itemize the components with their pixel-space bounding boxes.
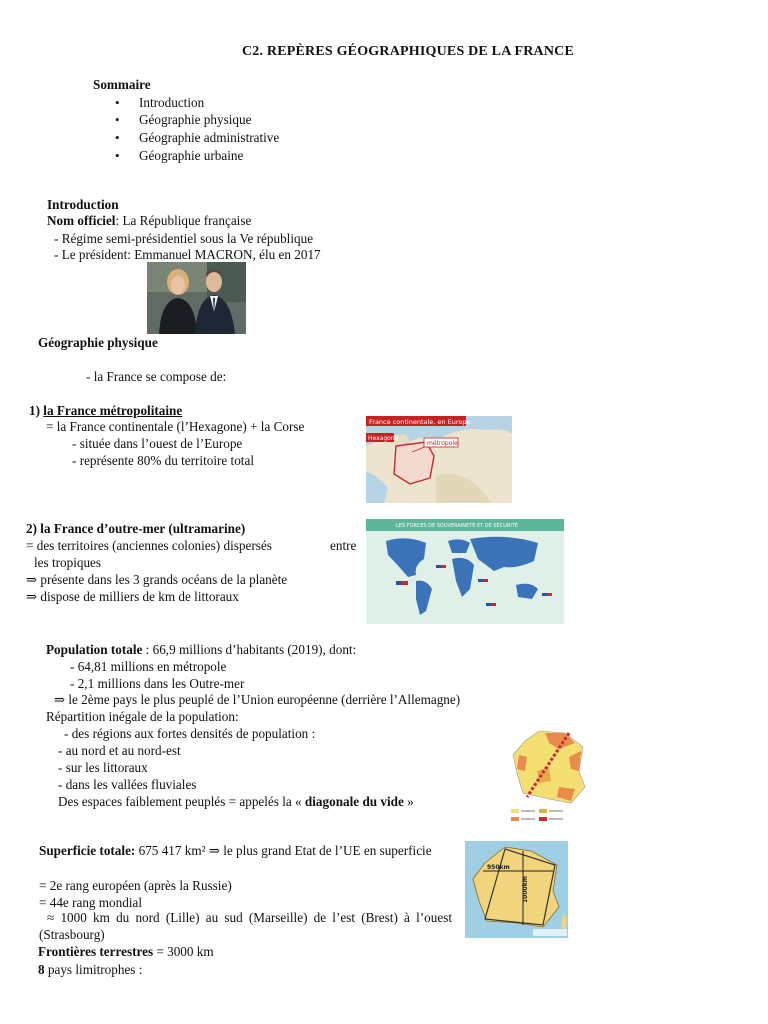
geo-physique-heading: Géographie physique — [38, 335, 158, 350]
superficie-line-4: ≈ 1000 km du nord (Lille) au sud (Marseille) de l’est (Brest) à l’ouest (Strasbourg) — [39, 910, 452, 942]
metropole-line-2: - située dans l’ouest de l’Europe — [72, 436, 243, 451]
sommaire-heading: Sommaire — [93, 77, 151, 92]
metropole-heading — [29, 402, 182, 419]
metropole-number: 1) — [29, 403, 44, 418]
outremer-heading: 2) la France d’outre-mer (ultramarine) — [26, 521, 246, 536]
population-line-8: - dans les vallées fluviales — [58, 777, 197, 792]
metropole-line-3: - représente 80% du territoire total — [72, 453, 254, 468]
europe-map — [366, 416, 512, 503]
sommaire-item-geographie-administrative: • Géographie administrative — [139, 129, 279, 146]
metropole-line-1: = la France continentale (l’Hexagone) + la Corse — [46, 419, 305, 434]
page-title: C2. REPÈRES GÉOGRAPHIQUES DE LA FRANCE — [242, 44, 574, 59]
hexagon-label-1000: 1000km — [522, 876, 529, 903]
official-name-label: Nom officiel — [47, 213, 116, 228]
superficie-paragraph — [39, 843, 452, 860]
official-name-value: : La République française — [115, 213, 252, 228]
map-label-metropole: métropole — [427, 440, 458, 447]
population-line-2: - 2,1 millions dans les Outre-mer — [70, 676, 245, 691]
outremer-line-4: ⇒ dispose de milliers de km de littoraux — [26, 589, 239, 604]
pays-text: pays limitrophes : — [44, 962, 143, 977]
official-name — [47, 212, 251, 229]
intro-heading: Introduction — [47, 197, 119, 212]
sommaire-item-geographie-urbaine: • Géographie urbaine — [139, 147, 243, 164]
president-photo — [147, 262, 246, 334]
population-line-4: Répartition inégale de la population: — [46, 709, 239, 724]
superficie-label: Superficie totale: — [39, 843, 136, 858]
outremer-line-1b: entre — [330, 538, 357, 553]
population-line-5: - des régions aux fortes densités de population : — [64, 726, 316, 741]
density-map — [509, 727, 592, 827]
hexagon-label-950: 950km — [487, 864, 510, 871]
population-label: Population totale — [46, 642, 143, 657]
superficie-line-3: = 44e rang mondial — [39, 895, 143, 910]
world-map-title: LES FORCES DE SOUVERAINETÉ ET DE SÉCURITÉ — [396, 523, 519, 529]
regime-line: - Régime semi-présidentiel sous la Ve république — [54, 231, 314, 246]
compose-line: - la France se compose de: — [86, 369, 227, 384]
metropole-title: la France métropolitaine — [43, 403, 183, 418]
frontieres-value: = 3000 km — [153, 944, 214, 959]
president-line: - Le président: Emmanuel MACRON, élu en 2017 — [54, 247, 321, 262]
population-line-9 — [58, 793, 414, 810]
hexagon-size-map — [465, 841, 568, 938]
world-map — [366, 519, 564, 624]
outremer-line-1a: = des territoires (anciennes colonies) dispersés — [26, 538, 272, 553]
superficie-line-2: = 2e rang européen (après la Russie) — [39, 878, 232, 893]
map-label-hexagone: Hexagone — [368, 435, 399, 442]
outremer-line-3: ⇒ présente dans les 3 grands océans de la planète — [26, 572, 288, 587]
outremer-line-2: les tropiques — [34, 555, 102, 570]
sommaire-item-introduction: • Introduction — [139, 94, 204, 111]
frontieres — [38, 943, 214, 960]
map-label-continental: France continentale, en Europe — [369, 418, 471, 426]
frontieres-label: Frontières terrestres — [38, 944, 154, 959]
population-line-3: ⇒ le 2ème pays le plus peuplé de l’Union européenne (derrière l’Allemagne) — [54, 692, 461, 707]
population-line-1: - 64,81 millions en métropole — [70, 659, 227, 674]
superficie-text: 675 417 km² ⇒ le plus grand Etat de l’UE en superficie — [135, 843, 432, 858]
population-total — [46, 641, 356, 658]
pays-limitrophes — [38, 961, 142, 978]
population-value: : 66,9 millions d’habitants (2019), dont: — [142, 642, 357, 657]
population-line-6: - au nord et au nord-est — [58, 743, 181, 758]
population-line-7: - sur les littoraux — [58, 760, 148, 775]
diagonale-suffix: » — [403, 794, 414, 809]
diagonale-du-vide: diagonale du vide — [304, 794, 404, 809]
diagonale-prefix: Des espaces faiblement peuplés = appelés la « — [58, 794, 305, 809]
pays-count: 8 — [38, 962, 45, 977]
sommaire-item-geographie-physique: • Géographie physique — [139, 111, 251, 128]
